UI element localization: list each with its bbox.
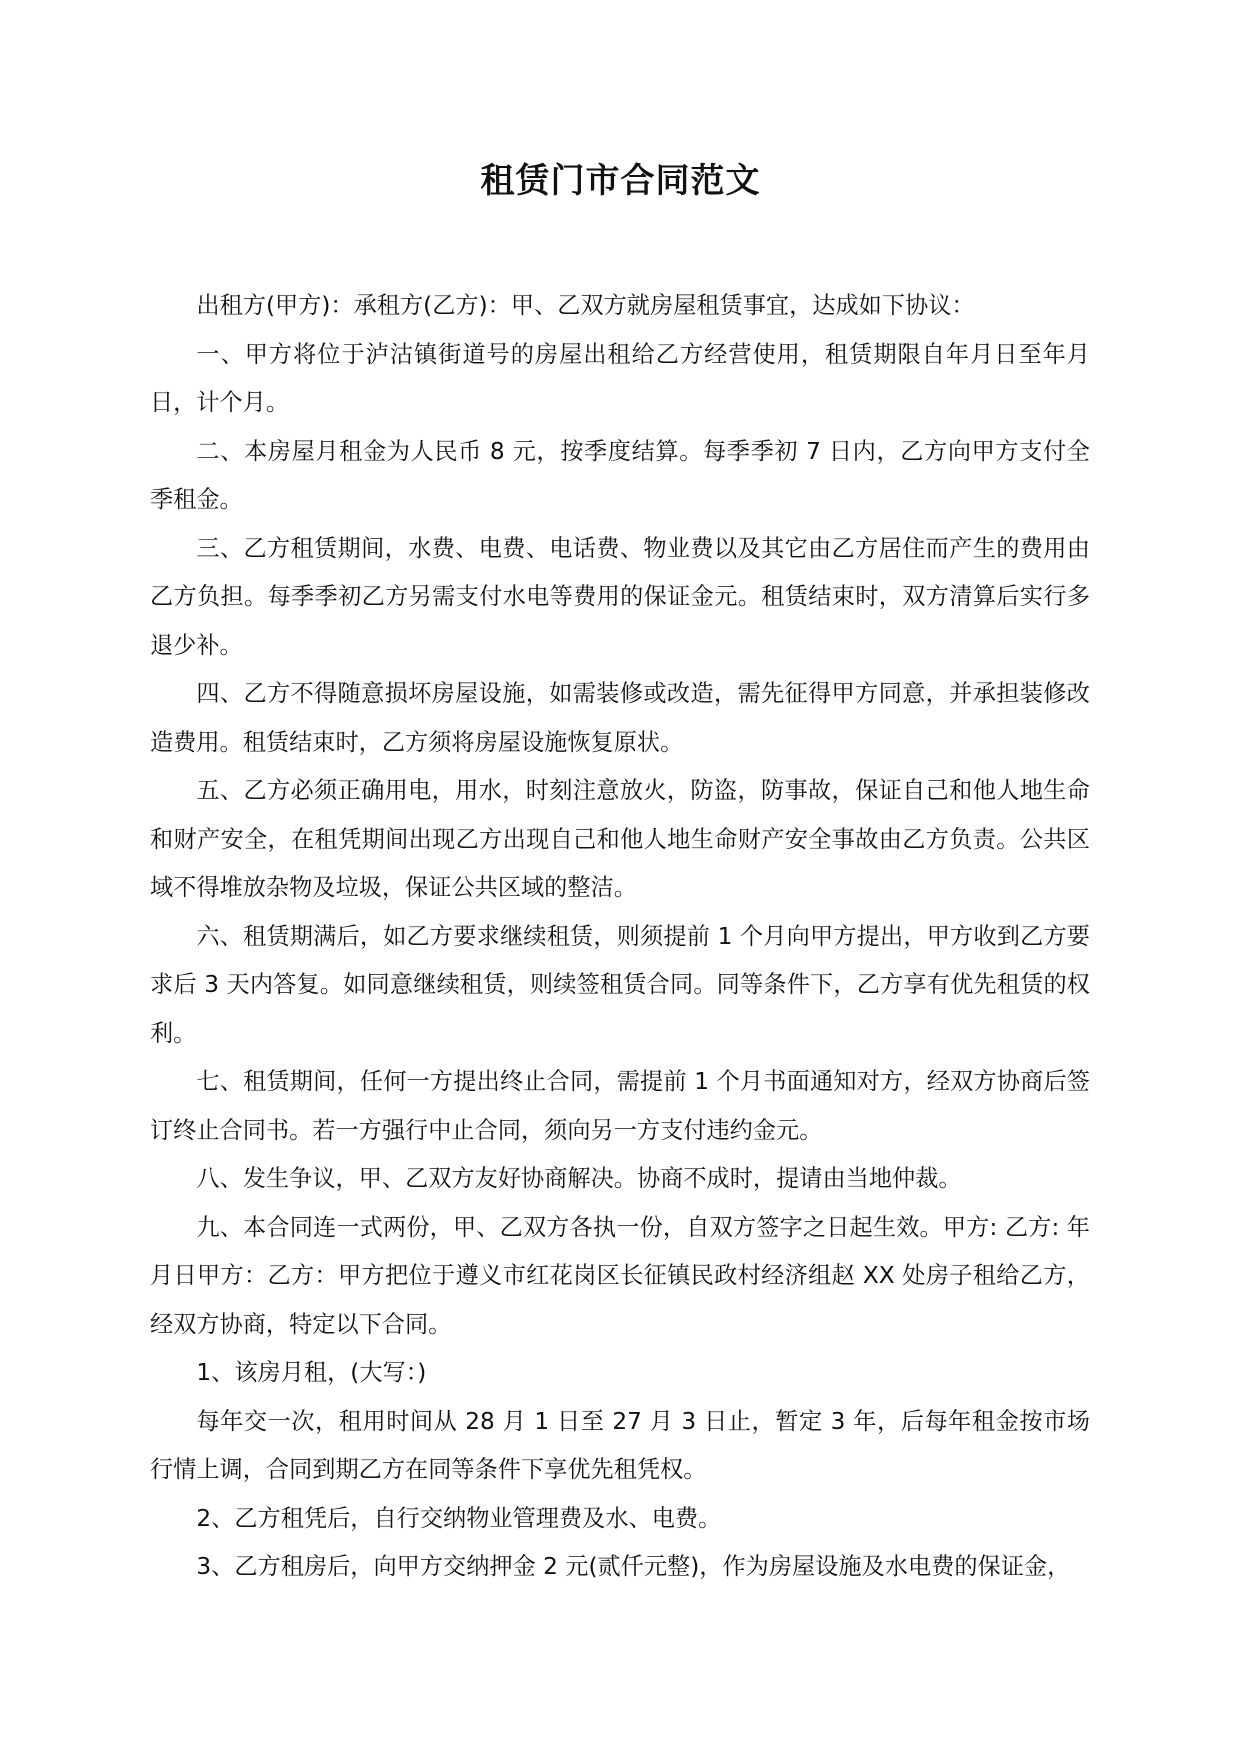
paragraph-clause-7: 七、租赁期间，任何一方提出终止合同，需提前 1 个月书面通知对方，经双方协商后签订终止合同书。若一方强行中止合同，须向另一方支付违约金元。 — [150, 1068, 1090, 1144]
paragraph-clause-8: 八、发生争议，甲、乙双方友好协商解决。协商不成时，提请由当地仲裁。 — [196, 1165, 962, 1192]
document-body — [150, 282, 1090, 1592]
paragraph-clause-6: 六、租赁期满后，如乙方要求继续租赁，则须提前 1 个月向甲方提出，甲方收到乙方要求后 3 天内答复。如同意继续租赁，则续签租赁合同。同等条件下，乙方享有优先租赁的权利。 — [150, 922, 1090, 1047]
paragraph-clause-2: 二、本房屋月租金为人民币 8 元，按季度结算。每季季初 7 日内，乙方向甲方支付全季租金。 — [150, 437, 1090, 513]
paragraph-clause-3: 三、乙方租赁期间，水费、电费、电话费、物业费以及其它由乙方居住而产生的费用由乙方负担。每季季初乙方另需支付水电等费用的保证金元。租赁结束时，双方清算后实行多退少补。 — [150, 534, 1090, 659]
paragraph-clause-5: 五、乙方必须正确用电，用水，时刻注意放火，防盗，防事故，保证自己和他人地生命和财产安全，在租凭期间出现乙方出现自己和他人地生命财产安全事故由乙方负责。公共区域不得堆放杂物及垃圾，保证公共区域的整洁。 — [150, 777, 1090, 901]
paragraph-clause-4: 四、乙方不得随意损坏房屋设施，如需装修或改造，需先征得甲方同意，并承担装修改造费用。租赁结束时，乙方须将房屋设施恢复原状。 — [150, 680, 1090, 756]
paragraph-parties: 出租方(甲方)：承租方(乙方)：甲、乙双方就房屋租赁事宜，达成如下协议： — [196, 292, 975, 319]
paragraph-clause-9: 九、本合同连一式两份，甲、乙双方各执一份，自双方签字之日起生效。甲方: 乙方: 年月日甲方：乙方：甲方把位于遵义市红花岗区长征镇民政村经济组赵 XX 处房子租给乙方，经双方协商，特定以下合同。 — [150, 1213, 1090, 1338]
paragraph-item-3: 3、乙方租房后，向甲方交纳押金 2 元(贰仟元整)，作为房屋设施及水电费的保证金， — [196, 1553, 1071, 1580]
paragraph-item-2: 2、乙方租凭后，自行交纳物业管理费及水、电费。 — [196, 1504, 722, 1532]
paragraph-clause-1: 一、甲方将位于泸沽镇街道号的房屋出租给乙方经营使用，租赁期限自年月日至年月日，计个月。 — [150, 340, 1090, 416]
paragraph-payment-terms: 每年交一次，租用时间从 28 月 1 日至 27 月 3 日止，暂定 3 年，后每年租金按市场行情上调，合同到期乙方在同等条件下享优先租凭权。 — [150, 1407, 1090, 1483]
document-title: 租赁门市合同范文 — [480, 161, 761, 201]
paragraph-item-1: 1、该房月租，(大写：) — [196, 1359, 427, 1386]
